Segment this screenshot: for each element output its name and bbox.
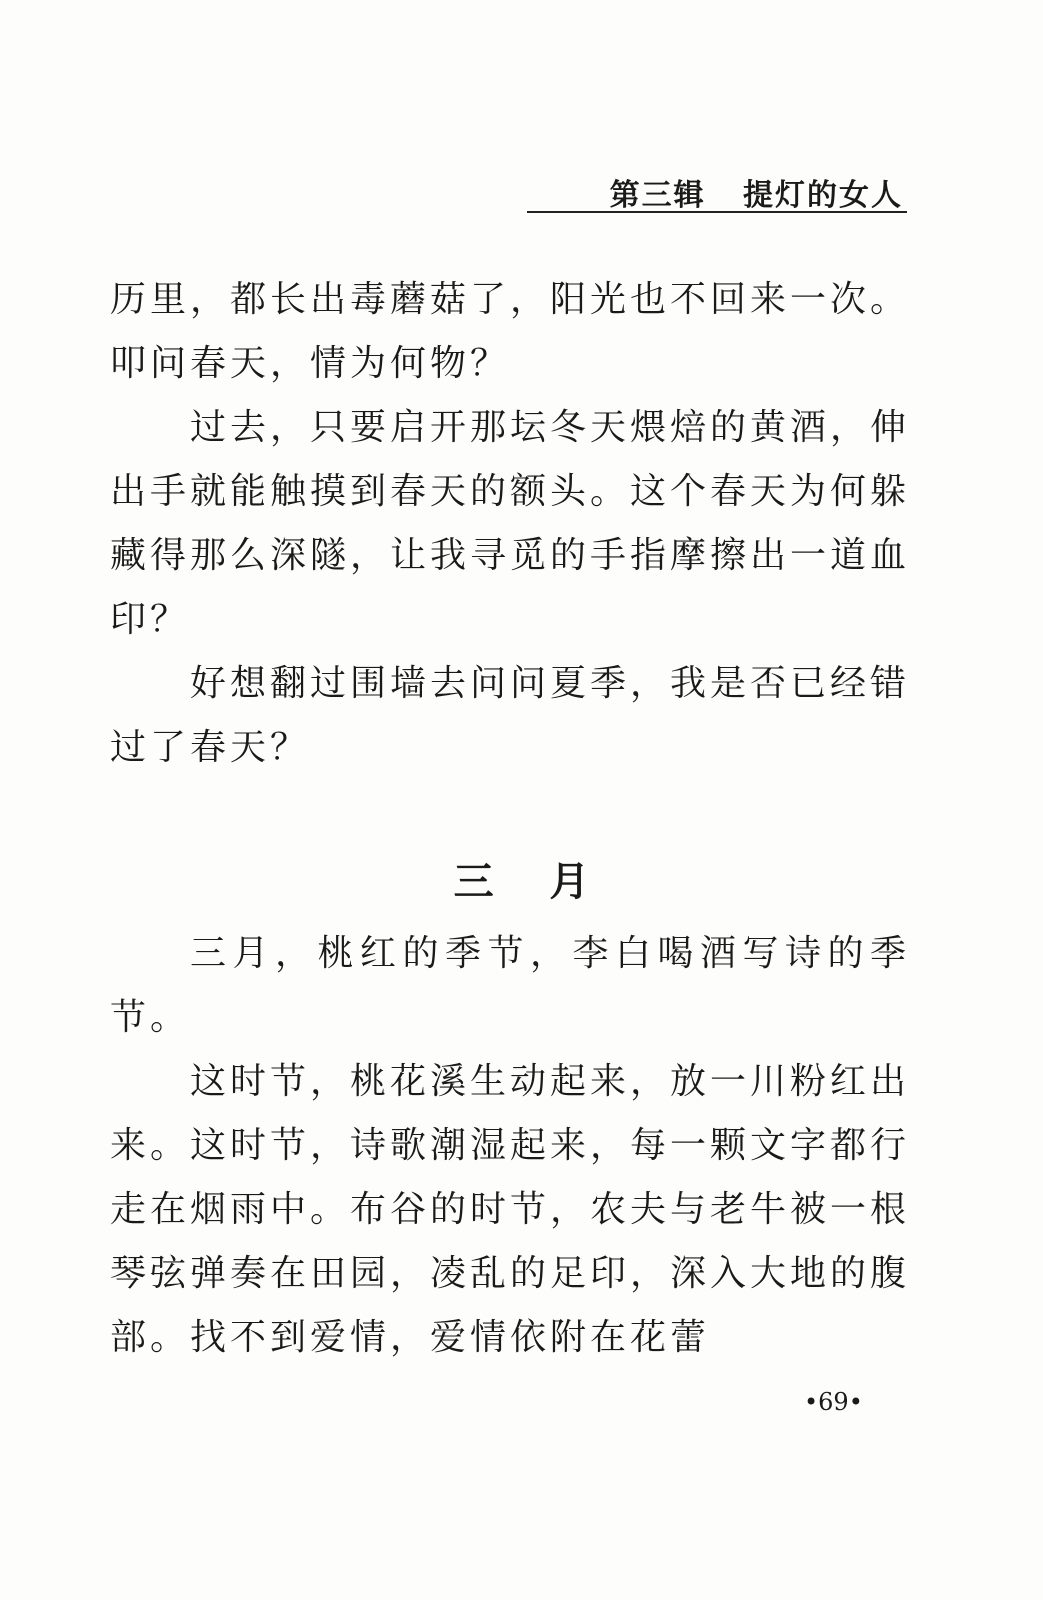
running-header: 第三辑 提灯的女人	[609, 178, 903, 213]
section-title: 三 月	[453, 859, 590, 905]
header-rule	[527, 211, 907, 213]
body-text-bottom	[110, 922, 910, 1370]
paragraph: 好想翻过围墙去问问夏季，我是否已经错过了春天？	[110, 663, 911, 768]
paragraph: 三月，桃红的季节，李白喝酒写诗的季节。	[110, 933, 910, 1038]
paragraph: 过去，只要启开那坛冬天煨焙的黄酒，伸出手就能触摸到春天的额头。这个春天为何躲藏得那么深隧，让我寻觅的手指摩擦出一道血印？	[110, 407, 911, 640]
page-number: •69•	[804, 1388, 863, 1416]
paragraph: 这时节，桃花溪生动起来，放一川粉红出来。这时节，诗歌潮湿起来，每一颗文字都行走在烟雨中。布谷的时节，农夫与老牛被一根琴弦弹奏在田园，凌乱的足印，深入大地的腹部。找不到爱情，爱情依附在花蕾	[110, 1061, 911, 1358]
body-text-top	[110, 268, 910, 780]
paragraph: 历里，都长出毒蘑菇了，阳光也不回来一次。叩问春天，情为何物？	[110, 279, 911, 384]
